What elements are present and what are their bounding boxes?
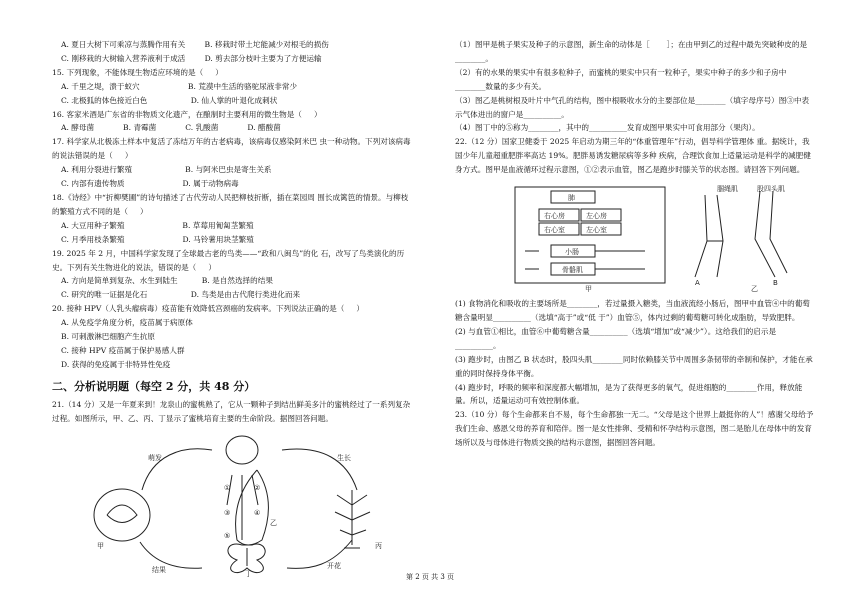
left-column	[52, 38, 412, 578]
question-line: A. 大豆用种子繁殖 B. 草莓用匍匐茎繁殖	[61, 220, 254, 230]
figure2-muscle: 骨骼肌	[562, 266, 583, 275]
question-line: (4) 跑步时，呼吸的频率和深度都大幅增加，是为了获得更多的氧气，促进细胞的________作用，释放能量。所以，适量运动可有效控制体重。	[455, 382, 803, 406]
question-line: 23.（10 分）每个生命都来自不易，每个生命都独一无二。“父母是这个世界上最挺你的人”！感谢父母给予我们生命、感恩父母的养育和陪伴。图一是女性排卵、受精和怀孕结构示意图，图二是胎儿在母体中的发育场所以及与母体进行物质交换的结构示意图，据图回答问题。	[455, 410, 814, 448]
figure2-caption-jia: 甲	[585, 285, 592, 294]
question-line: (1) 食物消化和吸收的主要场所是________，若过量摄入糖类，当血液流经小肠后，图甲中血管④中的葡萄糖含量明显__________（选填“高于”或“低 于”）血管⑤，体内过剩的葡萄糖可转化成脂肪，导致肥胖。	[455, 299, 810, 322]
left-question-lines	[52, 38, 412, 372]
figure1-stage-bing: 丙	[375, 541, 382, 550]
right-question-lines-bottom	[455, 297, 815, 450]
figure1-label-germinate: 萌发	[148, 453, 162, 462]
question-line: A. 利用分裂进行繁殖 B. 与阿米巴虫是寄生关系	[61, 165, 272, 175]
figure2-right-ventricle: 右心室	[544, 226, 565, 235]
question-line: A. 方向是简单到复杂、水生到陆生 B. 是自然选择的结果	[61, 276, 273, 286]
figure1-label-bloom: 开花	[327, 561, 341, 570]
question-line: A. 夏日大树下可乘凉与蒸腾作用有关 B. 移栽时带土坨能减少对根毛的损伤	[61, 40, 329, 49]
figure2-left-ventricle: 左心室	[586, 226, 607, 235]
question-line: C. 刚移栽的大树输入营养液利于成活 D. 剪去部分枝叶主要为了方便运输	[61, 53, 322, 63]
question-line: 15. 下列现象，不能体现生物适应环境的是（ ）	[52, 67, 223, 77]
question-line: （2）有的水果的果实中有很多粒种子，而蜜桃的果实中只有一粒种子，果实中种子的多少和子房中________数量的多少有关。	[455, 67, 787, 91]
figure2-letter-a: A	[695, 279, 700, 288]
figure1-part-2: ②	[254, 483, 261, 492]
question-line: 18.《诗经》中“折柳樊圃”的诗句描述了古代劳动人民把柳枝折断，插在菜园周 围长成篱笆的情景。与柳枝的繁殖方式不同的是（ ）	[52, 192, 409, 216]
question-21-stem: 21.（14 分）又是一年夏来到！龙泉山的蜜桃熟了，它从一颗种子到结出鲜美多汁的蜜桃经过了一系列复杂过程。如图所示，甲、乙、丙、丁显示了蜜桃培育主要的生命阶段。据图回答问题。	[52, 399, 411, 423]
figure1-part-5: ⑤	[224, 531, 231, 540]
right-question-lines-top	[455, 38, 815, 177]
figure2-lung: 肺	[568, 194, 575, 203]
circulation-knee-diagram	[455, 181, 815, 293]
question-line: 20. 接种 HPV（人乳头瘤病毒）疫苗能有效降低宫颈癌的发病率。下列说法正确的是（ ）	[52, 304, 364, 314]
figure1-label-grow: 生长	[337, 453, 351, 462]
figure2-hamstring: 腘绳肌	[717, 185, 738, 194]
figure1-stage-jia: 甲	[97, 541, 104, 550]
figure1-part-3: ③	[224, 508, 231, 517]
right-column	[455, 38, 815, 450]
circulation-and-knee-figure	[455, 181, 815, 293]
section-title: 二、分析说明题（每空 2 分，共 48 分）	[52, 379, 256, 393]
figure2-quadriceps: 股四头肌	[757, 185, 785, 194]
question-line: C. 接种 HPV 疫苗属于保护易感人群	[61, 345, 185, 355]
question-line: (3) 跑步时，由图乙 B 状态时，股四头肌________同时依赖膝关节中周围多条韧带的牵制和保护，才能在承重的同时保持身体平衡。	[455, 354, 813, 378]
question-line: 16. 客家米酒是广东省的非物质文化遗产，在酿制时主要利用的微生物是（ ）	[52, 109, 322, 119]
figure2-letter-b: B	[773, 279, 778, 288]
figure2-left-atrium: 左心房	[586, 212, 607, 221]
question-line: （4）图丁中的⑤称为________，其中的__________发育成图甲果实中可食用部分（果肉）。	[455, 123, 760, 133]
question-line: C. 研究的唯一证据是化石 D. 鸟类是由古代爬行类进化而来	[61, 290, 301, 300]
question-line: 17. 科学家从北极冻土样本中复活了冻结万年的古老病毒，该病毒仅感染阿米巴 虫一种动物。下列对该病毒的说法错误的是（ ）	[52, 137, 411, 161]
peach-life-cycle-diagram	[52, 430, 412, 578]
question-line: （1）图甲是桃子果实及种子的示意图，新生命的动体是［ ］；在由甲到乙的过程中最先突破种皮的是________。	[455, 40, 808, 63]
question-line: (2) 与血管①相比，血管⑥中葡萄糖含量__________（选填“增加”或“减少”）。这给我们的启示是__________。	[455, 326, 777, 350]
figure1-part-4: ④	[254, 508, 261, 517]
page-footer: 第 2 页 共 3 页	[405, 573, 455, 581]
question-line: （3）图乙是桃树根及叶片中气孔的结构，图中根吸收水分的主要部位是________（填字母序号）图③中表示气体进出的窗户是__________。	[455, 95, 810, 119]
question-line: A. 从免疫学角度分析，疫苗属于病原体	[61, 318, 193, 328]
question-line: D. 获得的免疫属于非特异性免疫	[61, 359, 171, 369]
question-line: 19. 2025 年 2 月，中国科学家发现了全球最古老的鸟类——“政和八闽鸟”的化 石，改写了鸟类演化的历史。下列有关生物进化的说法，错误的是（ ）	[52, 248, 405, 272]
figure1-part-1: ①	[224, 483, 231, 492]
figure2-caption-yi: 乙	[751, 285, 758, 294]
figure1-stage-ding: 丁	[245, 569, 252, 578]
figure2-intestine: 小肠	[565, 248, 579, 257]
question-line: C. 月季用枝条繁殖 D. 马铃薯用块茎繁殖	[61, 234, 254, 244]
question-line: A. 酵母菌 B. 青霉菌 C. 乳酸菌 D. 醋酸菌	[61, 123, 281, 133]
figure1-label-fruit: 结果	[152, 565, 166, 574]
question-line: 22.（12 分）国家卫健委于 2025 年启动为期三年的“体重管理年”行动，倡导科学管理体 重。据统计，我国少年儿童超重肥胖率高达 19%。肥胖易诱发糖尿病等多种 疾病，合理饮食加上适量运动是科学的减肥健身方式。图甲是血液循环过程示意图，①②表示血管，图乙是跑步时膝关节的状态图。请回答下列问题。	[455, 137, 811, 175]
figure2-right-atrium: 右心房	[544, 212, 565, 221]
question-line: B. 可刺激淋巴细胞产生抗原	[61, 332, 155, 342]
question-line: A. 千里之堤，溃于蚁穴 B. 荒漠中生活的骆驼尿液非常少	[61, 81, 298, 91]
figure1-stage-yi: 乙	[270, 518, 277, 527]
question-line: C. 内部有遗传物质 D. 属于动物病毒	[61, 179, 239, 189]
peach-life-cycle-figure	[52, 430, 412, 578]
question-line: C. 北极狐的体色接近白色 D. 仙人掌的叶退化成刺状	[61, 95, 278, 105]
